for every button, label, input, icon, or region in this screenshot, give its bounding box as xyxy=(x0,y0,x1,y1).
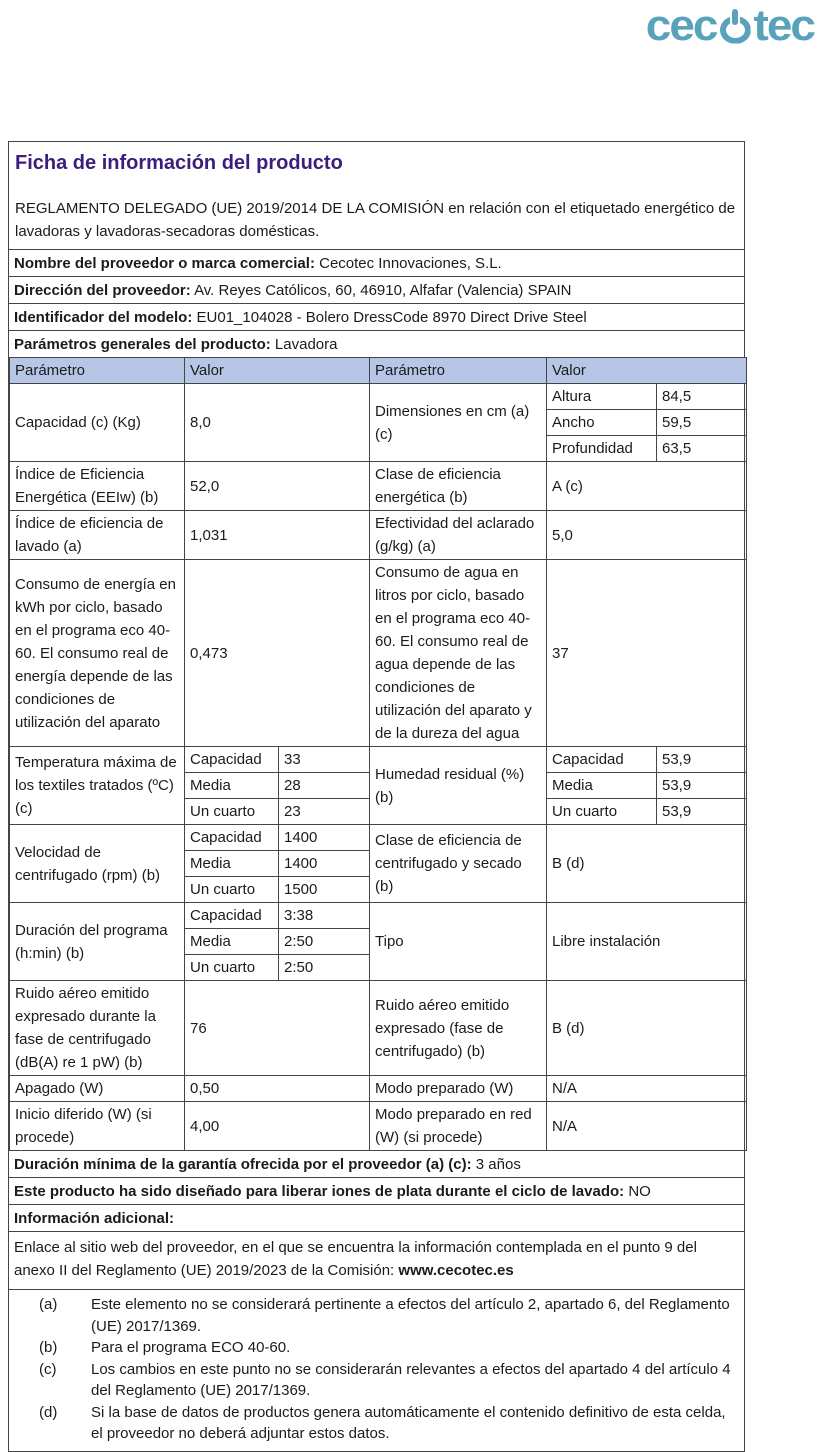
iones-row xyxy=(9,1178,744,1205)
model-id-label: Identificador del modelo: xyxy=(14,309,193,326)
general-params-row xyxy=(9,331,744,357)
footnote-c-key: (c) xyxy=(39,1360,57,1378)
page-title: Ficha de información del producto xyxy=(15,152,343,174)
info-adicional-label: Información adicional: xyxy=(14,1210,175,1227)
header-valor-1: Valor xyxy=(185,358,370,384)
header-parametro-1: Parámetro xyxy=(10,358,185,384)
table-row xyxy=(10,903,747,929)
footnote-a xyxy=(39,1294,736,1337)
supplier-address-label: Dirección del proveedor: xyxy=(14,282,191,299)
logo-text-left: cec xyxy=(645,0,717,50)
table-header-row xyxy=(10,358,747,384)
footnote-c xyxy=(39,1359,736,1402)
footnotes-section xyxy=(9,1290,744,1451)
param-indice-lavado: Índice de eficiencia de lavado (a) xyxy=(10,511,185,560)
param-clase-centrifugado: Clase de eficiencia de centrifugado y secado (b) xyxy=(370,825,547,903)
vel-cuarto-label: Un cuarto xyxy=(185,877,279,903)
dur-capacidad-label: Capacidad xyxy=(185,903,279,929)
supplier-name-label: Nombre del proveedor o marca comercial: xyxy=(14,255,315,272)
enlace-text: Enlace al sitio web del proveedor, en el que se encuentra la información contemplada en el punto 9 del anexo II del Reglamento (UE) 2019/2023 de la Comisión: xyxy=(14,1239,697,1279)
vel-capacidad-label: Capacidad xyxy=(185,825,279,851)
vel-media-value: 1400 xyxy=(279,851,370,877)
dur-media-value: 2:50 xyxy=(279,929,370,955)
table-row xyxy=(10,981,747,1076)
vel-capacidad-value: 1400 xyxy=(279,825,370,851)
model-id-row xyxy=(9,304,744,331)
footnote-c-text: Los cambios en este punto no se considerarán relevantes a efectos del apartado 4 del artículo 4 del Reglamento (UE) 2017/1369. xyxy=(91,1360,731,1399)
temp-cuarto-value: 23 xyxy=(279,799,370,825)
humedad-capacidad-label: Capacidad xyxy=(547,747,657,773)
table-row xyxy=(10,384,747,410)
table-row xyxy=(10,1076,747,1102)
humedad-cuarto-label: Un cuarto xyxy=(547,799,657,825)
footnote-a-key: (a) xyxy=(39,1296,58,1313)
garantia-label: Duración mínima de la garantía ofrecida por el proveedor (a) (c): xyxy=(14,1156,472,1173)
value-aclarado: 5,0 xyxy=(547,511,747,560)
info-adicional-row xyxy=(9,1205,744,1232)
table-row xyxy=(10,747,747,773)
supplier-address-value: Av. Reyes Católicos, 60, 46910, Alfafar (Valencia) SPAIN xyxy=(194,282,572,299)
supplier-address-row xyxy=(9,277,744,304)
logo-text-right: tec xyxy=(753,0,814,50)
iones-value: NO xyxy=(628,1183,651,1200)
value-apagado: 0,50 xyxy=(185,1076,370,1102)
value-capacidad: 8,0 xyxy=(185,384,370,462)
param-apagado: Apagado (W) xyxy=(10,1076,185,1102)
table-row xyxy=(10,511,747,560)
param-temperatura: Temperatura máxima de los textiles tratados (ºC) (c) xyxy=(10,747,185,825)
param-velocidad: Velocidad de centrifugado (rpm) (b) xyxy=(10,825,185,903)
dim-altura-value: 84,5 xyxy=(657,384,747,410)
table-row xyxy=(10,462,747,511)
vel-cuarto-value: 1500 xyxy=(279,877,370,903)
regulation-text: REGLAMENTO DELEGADO (UE) 2019/2014 DE LA COMISIÓN en relación con el etiquetado energético de lavadoras y lavadoras-secadoras domésticas. xyxy=(15,200,736,240)
humedad-capacidad-value: 53,9 xyxy=(657,747,747,773)
temp-capacidad-label: Capacidad xyxy=(185,747,279,773)
footnote-d-text: Si la base de datos de productos genera automáticamente el contenido definitivo de esta celda, el proveedor no deberá adjuntar estos datos. xyxy=(91,1403,726,1442)
enlace-row xyxy=(9,1232,744,1290)
value-ruido-clase: B (d) xyxy=(547,981,747,1076)
param-eeiw: Índice de Eficiencia Energética (EEIw) (b) xyxy=(10,462,185,511)
footnote-b-text: Para el programa ECO 40-60. xyxy=(91,1339,291,1356)
general-params-value: Lavadora xyxy=(274,336,338,353)
dur-capacidad-value: 3:38 xyxy=(279,903,370,929)
humedad-cuarto-value: 53,9 xyxy=(657,799,747,825)
value-clase-energetica: A (c) xyxy=(547,462,747,511)
product-fiche xyxy=(8,141,745,1452)
power-icon xyxy=(720,13,751,44)
param-clase-energetica: Clase de eficiencia energética (b) xyxy=(370,462,547,511)
table-row xyxy=(10,560,747,747)
dur-cuarto-value: 2:50 xyxy=(279,955,370,981)
dim-profundidad-label: Profundidad xyxy=(547,436,657,462)
header-valor-2: Valor xyxy=(547,358,747,384)
value-tipo: Libre instalación xyxy=(547,903,747,981)
footnote-d-key: (d) xyxy=(39,1403,58,1421)
temp-media-label: Media xyxy=(185,773,279,799)
garantia-value: 3 años xyxy=(475,1156,521,1173)
model-id-value: EU01_104028 - Bolero DressCode 8970 Direct Drive Steel xyxy=(196,309,587,326)
param-consumo-agua: Consumo de agua en litros por ciclo, basado en el programa eco 40-60. El consumo real de agua depende de las condiciones de utilización del aparato y de la dureza del agua xyxy=(370,560,547,747)
title-section xyxy=(9,142,744,250)
value-consumo-agua: 37 xyxy=(547,560,747,747)
footnote-d xyxy=(39,1402,736,1445)
temp-media-value: 28 xyxy=(279,773,370,799)
value-inicio-diferido: 4,00 xyxy=(185,1102,370,1151)
temp-capacidad-value: 33 xyxy=(279,747,370,773)
value-modo-preparado: N/A xyxy=(547,1076,747,1102)
value-indice-lavado: 1,031 xyxy=(185,511,370,560)
supplier-name-row xyxy=(9,250,744,277)
supplier-website-link[interactable]: www.cecotec.es xyxy=(398,1262,514,1279)
dur-cuarto-label: Un cuarto xyxy=(185,955,279,981)
param-modo-preparado: Modo preparado (W) xyxy=(370,1076,547,1102)
param-modo-red: Modo preparado en red (W) (si procede) xyxy=(370,1102,547,1151)
value-ruido: 76 xyxy=(185,981,370,1076)
garantia-row xyxy=(9,1151,744,1178)
humedad-media-label: Media xyxy=(547,773,657,799)
table-row xyxy=(10,1102,747,1151)
dim-ancho-value: 59,5 xyxy=(657,410,747,436)
cecotec-logo xyxy=(646,2,814,48)
param-dimensiones: Dimensiones en cm (a) (c) xyxy=(370,384,547,462)
param-aclarado: Efectividad del aclarado (g/kg) (a) xyxy=(370,511,547,560)
param-consumo-energia: Consumo de energía en kWh por ciclo, basado en el programa eco 40-60. El consumo real de energía depende de las condiciones de utilización del aparato xyxy=(10,560,185,747)
value-modo-red: N/A xyxy=(547,1102,747,1151)
footnote-a-text: Este elemento no se considerará pertinente a efectos del artículo 2, apartado 6, del Reglamento (UE) 2017/1369. xyxy=(91,1296,730,1335)
param-duracion: Duración del programa (h:min) (b) xyxy=(10,903,185,981)
parameters-table xyxy=(9,357,747,1151)
param-humedad: Humedad residual (%) (b) xyxy=(370,747,547,825)
power-icon-stem xyxy=(732,9,738,25)
value-eeiw: 52,0 xyxy=(185,462,370,511)
temp-cuarto-label: Un cuarto xyxy=(185,799,279,825)
supplier-name-value: Cecotec Innovaciones, S.L. xyxy=(319,255,502,272)
table-row xyxy=(10,825,747,851)
dim-ancho-label: Ancho xyxy=(547,410,657,436)
param-ruido-clase: Ruido aéreo emitido expresado (fase de centrifugado) (b) xyxy=(370,981,547,1076)
value-consumo-energia: 0,473 xyxy=(185,560,370,747)
general-params-label: Parámetros generales del producto: xyxy=(14,336,271,353)
param-tipo: Tipo xyxy=(370,903,547,981)
vel-media-label: Media xyxy=(185,851,279,877)
value-clase-centrifugado: B (d) xyxy=(547,825,747,903)
dur-media-label: Media xyxy=(185,929,279,955)
dim-profundidad-value: 63,5 xyxy=(657,436,747,462)
header-parametro-2: Parámetro xyxy=(370,358,547,384)
footnote-b xyxy=(39,1337,736,1359)
dim-altura-label: Altura xyxy=(547,384,657,410)
param-inicio-diferido: Inicio diferido (W) (si procede) xyxy=(10,1102,185,1151)
param-ruido: Ruido aéreo emitido expresado durante la fase de centrifugado (dB(A) re 1 pW) (b) xyxy=(10,981,185,1076)
iones-label: Este producto ha sido diseñado para liberar iones de plata durante el ciclo de lavado: xyxy=(14,1183,625,1200)
humedad-media-value: 53,9 xyxy=(657,773,747,799)
param-capacidad: Capacidad (c) (Kg) xyxy=(10,384,185,462)
footnote-b-key: (b) xyxy=(39,1339,58,1356)
